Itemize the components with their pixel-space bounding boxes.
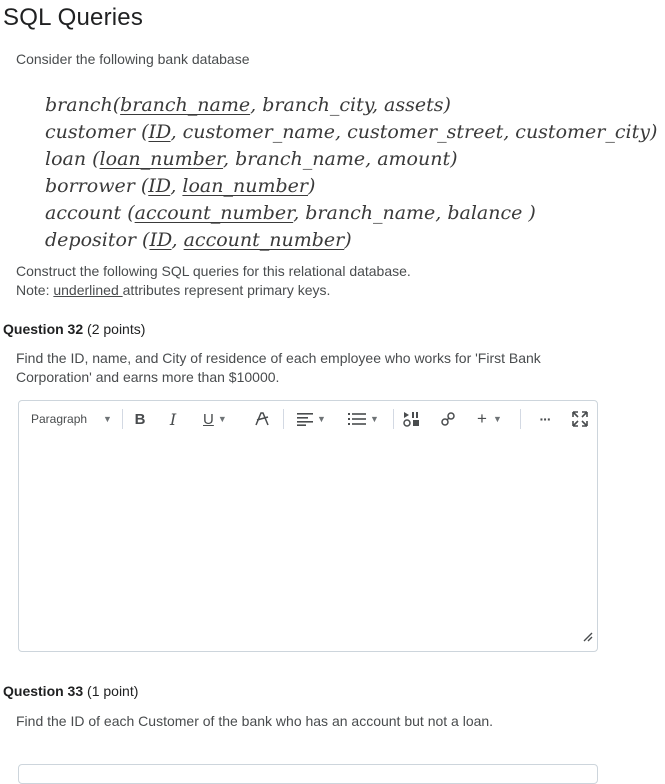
instructions xyxy=(16,262,411,300)
question-33-heading xyxy=(3,683,138,699)
relation-name: loan ( xyxy=(45,148,100,170)
toolbar-divider xyxy=(520,409,521,429)
media-icon[interactable] xyxy=(403,409,421,429)
more-icon[interactable]: ··· xyxy=(539,411,551,427)
primary-key: account_number xyxy=(183,229,345,251)
format-label: Paragraph xyxy=(31,412,88,426)
align-button[interactable] xyxy=(297,409,326,429)
insert-button[interactable] xyxy=(477,409,502,429)
chevron-down-icon: ▼ xyxy=(317,414,326,424)
separator: , xyxy=(171,229,184,251)
schema-loan xyxy=(45,146,657,173)
relation-name: branch( xyxy=(45,94,121,116)
question-points: (1 point) xyxy=(83,683,139,699)
answer-editor-q32[interactable] xyxy=(18,400,598,652)
attributes: , branch_name, balance ) xyxy=(293,202,536,224)
paragraph-format-select[interactable] xyxy=(31,409,112,429)
attributes: , branch_name, amount) xyxy=(223,148,458,170)
strikethrough-font-icon[interactable] xyxy=(253,409,271,429)
separator: , xyxy=(170,175,183,197)
question-label: Question 32 xyxy=(3,321,84,337)
list-icon xyxy=(348,412,366,426)
align-icon xyxy=(297,412,313,426)
relation-name: borrower ( xyxy=(45,175,149,197)
underline-button[interactable] xyxy=(203,409,227,429)
primary-key: ID xyxy=(149,229,172,251)
primary-key: account_number xyxy=(134,202,294,224)
chevron-down-icon: ▼ xyxy=(103,414,112,424)
page-title: SQL Queries xyxy=(3,4,144,31)
underline-label: U xyxy=(203,410,214,428)
attributes: ) xyxy=(344,229,352,251)
primary-key: ID xyxy=(148,175,171,197)
list-button[interactable] xyxy=(348,409,379,429)
toolbar-divider xyxy=(122,409,123,429)
fullscreen-icon[interactable] xyxy=(572,409,588,429)
answer-editor-q33[interactable] xyxy=(18,764,598,784)
note-prefix: Note: xyxy=(16,282,54,298)
attributes: , branch_city, assets) xyxy=(250,94,451,116)
schema-account xyxy=(45,200,657,227)
note-line xyxy=(16,281,411,300)
question-32-heading xyxy=(3,321,145,337)
question-label: Question 33 xyxy=(3,683,84,699)
attributes: ) xyxy=(307,175,316,197)
question-32-text: Find the ID, name, and City of residence of each employee who works for 'First Bank Corporation' and earns more than $10000. xyxy=(16,350,541,385)
link-icon[interactable] xyxy=(440,409,456,429)
editor-toolbar xyxy=(19,401,597,437)
plus-icon: + xyxy=(477,409,487,428)
relation-name: depositor ( xyxy=(45,229,150,251)
chevron-down-icon: ▼ xyxy=(492,414,502,424)
toolbar-divider xyxy=(393,409,394,429)
intro-text: Consider the following bank database xyxy=(16,51,250,67)
primary-key: branch_name xyxy=(120,94,251,116)
schema-branch xyxy=(45,92,657,119)
schema-depositor xyxy=(45,227,657,254)
primary-key: loan_number xyxy=(99,148,224,170)
schema-borrower xyxy=(45,173,657,200)
chevron-down-icon: ▼ xyxy=(217,414,227,424)
question-33-text: Find the ID of each Customer of the bank who has an account but not a loan. xyxy=(16,713,494,729)
schema-block xyxy=(45,92,657,254)
chevron-down-icon: ▼ xyxy=(370,414,379,424)
toolbar-divider xyxy=(283,409,284,429)
bold-button[interactable]: B xyxy=(134,410,146,428)
relation-name: account ( xyxy=(45,202,135,224)
attributes: , customer_name, customer_street, customer_city) xyxy=(170,121,658,143)
primary-key: ID xyxy=(148,121,171,143)
italic-button[interactable]: I xyxy=(169,409,177,429)
primary-key: loan_number xyxy=(182,175,308,197)
schema-customer xyxy=(45,119,657,146)
note-underlined: underlined xyxy=(53,282,123,298)
resize-handle-icon[interactable] xyxy=(583,629,593,647)
question-points: (2 points) xyxy=(83,321,146,337)
note-rest: attributes represent primary keys. xyxy=(122,282,331,298)
instruction-line: Construct the following SQL queries for this relational database. xyxy=(16,263,411,279)
relation-name: customer ( xyxy=(45,121,149,143)
